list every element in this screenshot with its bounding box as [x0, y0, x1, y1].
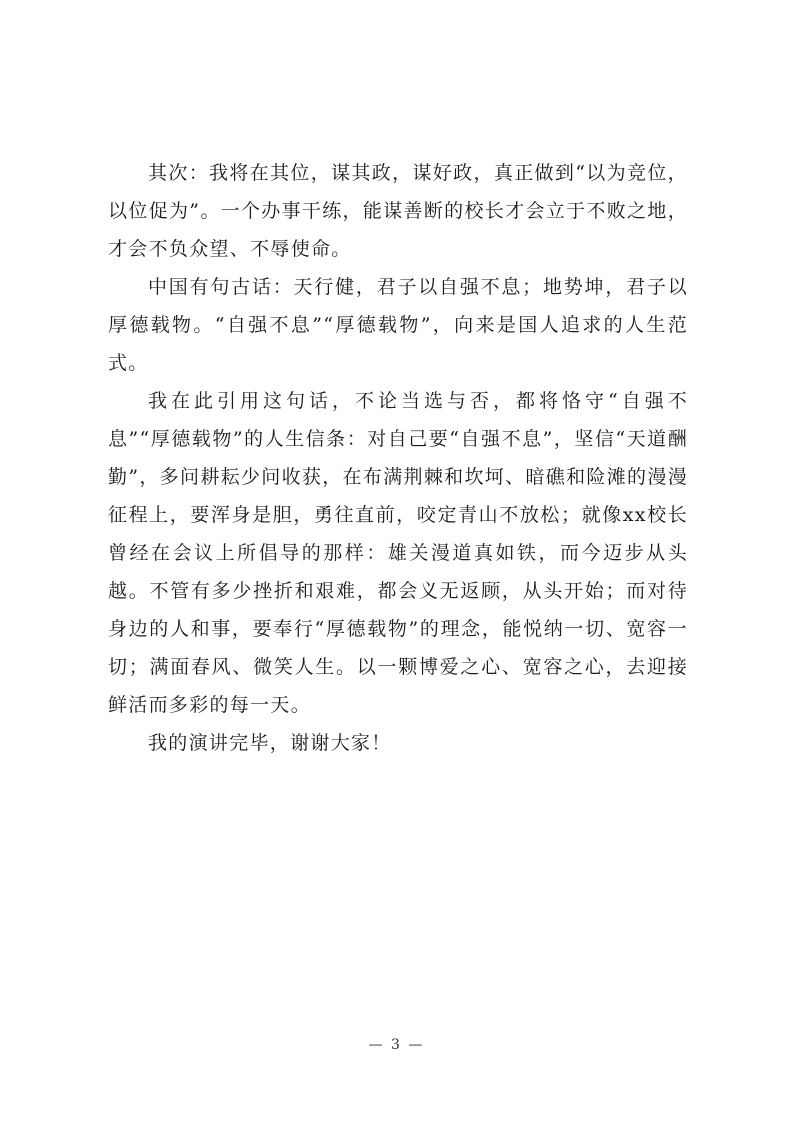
page-number: — 3 — — [368, 1037, 425, 1053]
paragraph-2: 中国有句古话：天行健，君子以自强不息；地势坤，君子以厚德载物。“自强不息”“厚德载物”，向来是国人追求的人生范式。 — [108, 276, 688, 374]
document-body — [108, 154, 688, 762]
paragraph-1: 其次：我将在其位，谋其政，谋好政，真正做到“以为竞位，以位促为”。一个办事干练，能谋善断的校长才会立于不败之地，才会不负众望、不辱使命。 — [108, 162, 688, 260]
paragraph-4: 我的演讲完毕，谢谢大家！ — [148, 732, 392, 754]
paragraph-3: 我在此引用这句话，不论当选与否，都将恪守“自强不息”“厚德载物”的人生信条：对自己要“自强不息”，坚信“天道酬勤”，多问耕耘少问收获，在布满荆棘和坎坷、暗礁和险滩的漫漫征程上，要浑身是胆，勇往直前，咬定青山不放松；就像xx校长曾经在会议上所倡导的那样：雄关漫道真如铁，而今迈步从头越。不管有多少挫折和艰难，都会义无返顾，从头开始；而对待身边的人和事，要奉行“厚德载物”的理念，能悦纳一切、宽容一切；满面春风、微笑人生。以一颗博爱之心、宽容之心，去迎接鲜活而多彩的每一天。 — [108, 390, 688, 716]
